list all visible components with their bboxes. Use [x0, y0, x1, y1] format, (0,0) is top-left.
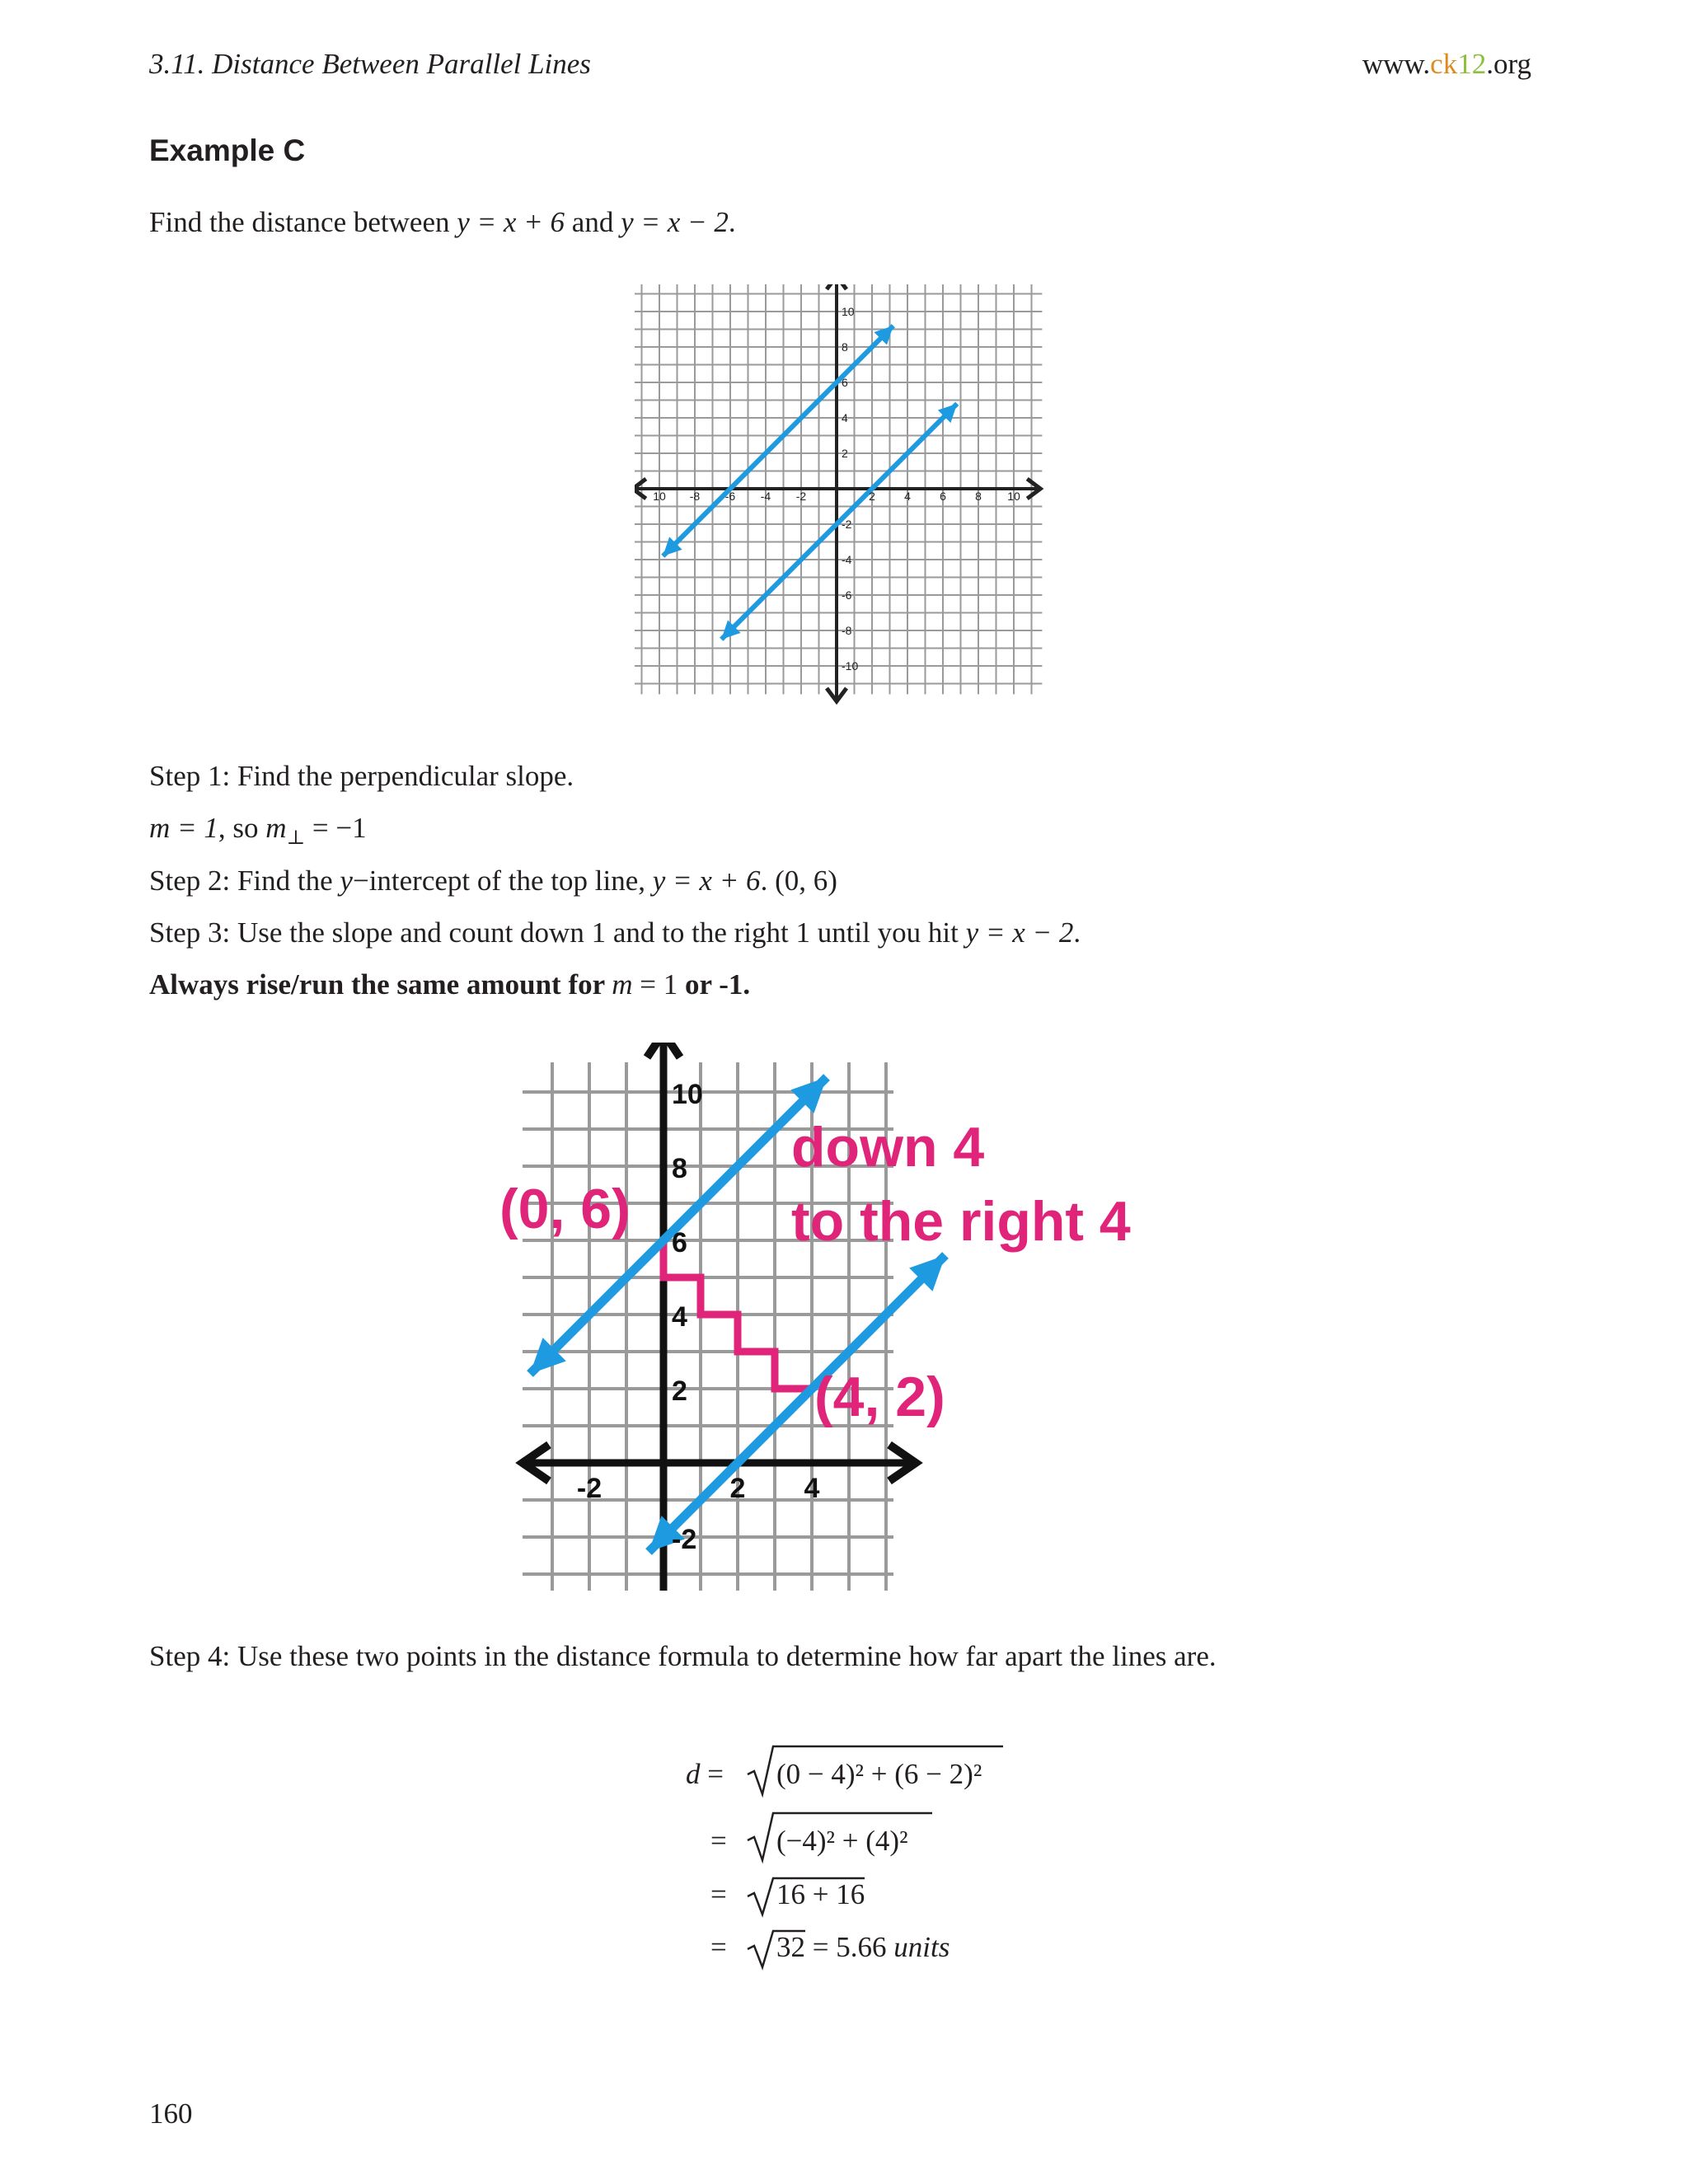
- site-prefix: www.: [1362, 48, 1431, 80]
- problem-eq1: y = x + 6: [457, 206, 565, 238]
- step4-text: Step 4: Use these two points in the distance formula to determine how far apart the lines are.: [149, 1640, 1217, 1672]
- running-header-site[interactable]: [1362, 48, 1531, 81]
- x-tick-label: -8: [689, 490, 701, 503]
- y-tick-label: 10: [672, 1079, 703, 1110]
- formula-eq-sign-4: =: [710, 1931, 727, 1963]
- site-ck: ck: [1430, 48, 1458, 80]
- y-tick-label: -8: [842, 624, 852, 637]
- y-tick-label: 8: [842, 340, 848, 354]
- parallel-lines-graph: [635, 284, 1063, 713]
- step2-c: . (0, 6): [760, 865, 837, 897]
- x-tick-label: 4: [904, 490, 911, 503]
- staircase-graph: [495, 1043, 1203, 1591]
- y-tick-label: 4: [842, 411, 848, 424]
- formula-eq-sign-1: =: [707, 1758, 724, 1790]
- running-header-section: 3.11. Distance Between Parallel Lines: [149, 48, 591, 80]
- formula-line1: (0 − 4)² + (6 − 2)²: [776, 1758, 982, 1790]
- perp-symbol: ⊥: [286, 827, 306, 849]
- line-y-equals-x-minus-2: [721, 404, 957, 640]
- x-tick-label: 8: [975, 490, 982, 503]
- step1-text: Step 1: Find the perpendicular slope.: [149, 760, 574, 792]
- y-tick-label: 2: [842, 447, 848, 460]
- slope-mperp: m: [265, 812, 287, 844]
- formula-line3: 16 + 16: [776, 1878, 865, 1910]
- x-tick-label: 2: [869, 490, 875, 503]
- x-tick-label: 4: [804, 1473, 820, 1504]
- x-tick-label: 10: [653, 490, 666, 503]
- y-tick-label: 10: [842, 305, 855, 318]
- y-tick-label: -4: [842, 553, 852, 566]
- x-tick-label: 2: [729, 1473, 746, 1504]
- problem-mid: and: [565, 206, 621, 238]
- step3-a: Step 3: Use the slope and count down 1 and to the right 1 until you hit: [149, 916, 966, 949]
- note-b: or -1.: [678, 968, 751, 1001]
- x-tick-label: -2: [576, 1473, 603, 1504]
- slope-value: = −1: [305, 812, 367, 844]
- step2-eq: y = x + 6: [652, 865, 761, 897]
- y-tick-label: 2: [672, 1376, 687, 1407]
- y-tick-label: -2: [842, 518, 852, 531]
- y-tick-label: 8: [672, 1153, 687, 1184]
- problem-end: .: [728, 206, 736, 238]
- formula-units: units: [893, 1931, 950, 1963]
- formula-eq-sign-3: =: [710, 1878, 727, 1910]
- step2-text: [149, 865, 837, 898]
- label-right-4: to the right 4: [791, 1190, 1131, 1253]
- note-m: m: [612, 968, 633, 1001]
- slope-m: m = 1: [149, 812, 218, 844]
- formula-result: = 5.66: [805, 1931, 894, 1963]
- y-tick-label: 4: [672, 1301, 687, 1333]
- x-tick-label: 10: [1007, 490, 1020, 503]
- step3-eq: y = x − 2: [965, 916, 1074, 949]
- y-tick-label: 6: [672, 1227, 687, 1258]
- y-tick-label: -6: [842, 588, 852, 602]
- site-12: 12: [1457, 48, 1487, 80]
- slope-line: [149, 812, 367, 850]
- formula-d: [686, 1758, 724, 1791]
- note-eq: = 1: [632, 968, 678, 1001]
- x-tick-label: -4: [760, 490, 771, 503]
- label-point-4-2: (4, 2): [814, 1366, 945, 1428]
- site-suffix: .org: [1486, 48, 1531, 80]
- y-tick-label: -2: [672, 1524, 697, 1555]
- step2-b: −intercept of the top line,: [352, 865, 653, 897]
- formula-radicand-32: 32: [776, 1931, 805, 1963]
- formula-eq-sign-2: =: [710, 1825, 727, 1857]
- x-tick-label: -2: [795, 490, 807, 503]
- note-a: Always rise/run the same amount for: [149, 968, 612, 1001]
- step3-text: [149, 916, 1081, 949]
- y-tick-label: -10: [842, 659, 859, 673]
- problem-eq2: y = x − 2: [621, 206, 729, 238]
- step2-a: Step 2: Find the: [149, 865, 340, 897]
- graph1-lines: [663, 326, 957, 640]
- step2-y: y: [340, 865, 353, 897]
- line-y-equals-x-plus-6: [663, 326, 893, 556]
- slope-so: , so: [218, 812, 266, 844]
- formula-d-var: d: [686, 1758, 701, 1790]
- x-tick-label: 6: [940, 490, 946, 503]
- label-down-4: down 4: [791, 1116, 985, 1179]
- x-tick-label: -6: [724, 490, 736, 503]
- label-point-0-6: (0, 6): [499, 1178, 631, 1240]
- problem-prefix: Find the distance between: [149, 206, 457, 238]
- rise-run-note: [149, 968, 750, 1001]
- formula-line2: (−4)² + (4)²: [776, 1825, 908, 1857]
- step3-b: .: [1073, 916, 1081, 949]
- problem-statement: [149, 206, 736, 239]
- y-tick-label: 6: [842, 376, 848, 389]
- formula-line4: [776, 1931, 950, 1964]
- example-heading: Example C: [149, 134, 306, 167]
- page-number: 160: [149, 2097, 193, 2130]
